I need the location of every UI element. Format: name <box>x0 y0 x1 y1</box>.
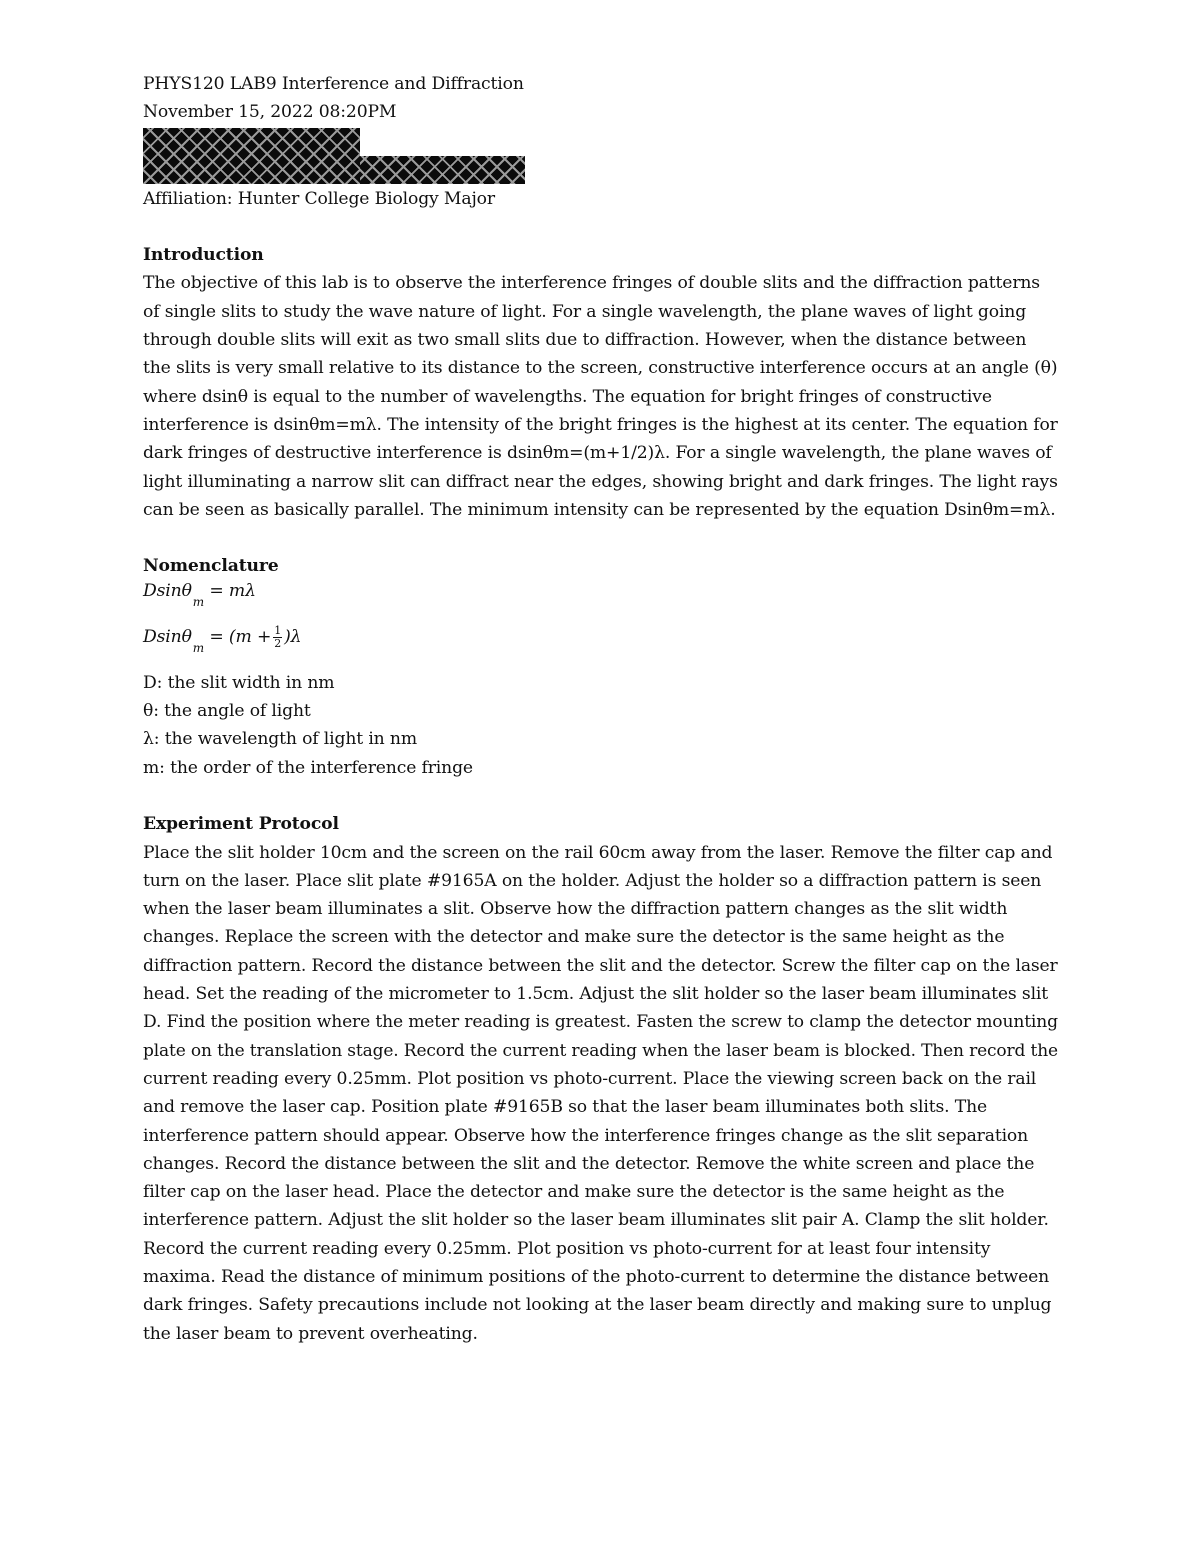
redaction-bar <box>143 128 360 184</box>
protocol-line: current reading every 0.25mm. Plot position vs photo-current. Place the viewing screen back on the rail <box>143 1068 1037 1089</box>
document-datetime: November 15, 2022 08:20PM <box>143 102 397 123</box>
equation-dark-fringes <box>143 625 1058 669</box>
introduction-paragraph <box>143 269 1058 524</box>
definition-theta: θ: the angle of light <box>143 701 311 722</box>
protocol-line: changes. Record the distance between the slit and the detector. Remove the white screen and place the <box>143 1153 1035 1174</box>
eq1-subscript: m <box>192 594 204 609</box>
protocol-line: interference pattern should appear. Observe how the interference fringes change as the slit separation <box>143 1125 1029 1146</box>
definition-m: m: the order of the interference fringe <box>143 757 473 778</box>
introduction-line: through double slits will exit as two small slits due to diffraction. However, when the distance between <box>143 330 1027 351</box>
eq1-equals: = <box>209 580 224 601</box>
eq2-close: )λ <box>284 626 302 647</box>
eq2-open: (m + <box>228 626 272 647</box>
protocol-line: head. Set the reading of the micrometer to 1.5cm. Adjust the slit holder so the laser beam illuminates slit <box>143 984 1049 1005</box>
eq1-lhs: Dsinθ <box>143 580 192 601</box>
protocol-line: and remove the laser cap. Position plate #9165B so that the laser beam illuminates both slits. The <box>143 1097 988 1118</box>
document-page <box>143 70 1058 1348</box>
document-title: PHYS120 LAB9 Interference and Diffraction <box>143 74 524 94</box>
protocol-line: turn on the laser. Place slit plate #9165A on the holder. Adjust the holder so a diffraction pattern is seen <box>143 870 1042 891</box>
definition-d: D: the slit width in nm <box>143 672 335 693</box>
introduction-line: interference is dsinθm=mλ. The intensity of the bright fringes is the highest at its center. The equation for <box>143 414 1058 435</box>
protocol-line: the laser beam to prevent overheating. <box>143 1323 478 1344</box>
definition-lambda: λ: the wavelength of light in nm <box>143 729 417 750</box>
redaction-bar <box>360 156 525 184</box>
protocol-line: plate on the translation stage. Record the current reading when the laser beam is blocked. Then record the <box>143 1040 1058 1061</box>
introduction-line: light illuminating a narrow slit can diffract near the edges, showing bright and dark fringes. The light rays <box>143 471 1058 492</box>
eq2-subscript: m <box>192 640 204 655</box>
protocol-line: maxima. Read the distance of minimum positions of the photo-current to determine the distance between <box>143 1266 1050 1287</box>
fraction-one-half <box>273 625 282 650</box>
introduction-line: dark fringes of destructive interference is dsinθm=(m+1/2)λ. For a single wavelength, the plane waves of <box>143 443 1052 464</box>
spacer <box>143 524 1058 552</box>
spacer <box>143 213 1058 241</box>
eq1-rhs: mλ <box>228 580 256 601</box>
introduction-line: where dsinθ is equal to the number of wavelengths. The equation for bright fringes of constructive <box>143 386 992 407</box>
protocol-line: D. Find the position where the meter reading is greatest. Fasten the screw to clamp the detector mounting <box>143 1012 1058 1033</box>
protocol-line: diffraction pattern. Record the distance between the slit and the detector. Screw the filter cap on the laser <box>143 955 1058 976</box>
protocol-line: filter cap on the laser head. Place the detector and make sure the detector is the same height as the <box>143 1182 1005 1203</box>
eq2-equals: = <box>209 626 224 647</box>
affiliation-line: Affiliation: Hunter College Biology Major <box>143 188 495 209</box>
redacted-name-block <box>143 128 1058 184</box>
protocol-heading: Experiment Protocol <box>143 814 339 835</box>
protocol-line: interference pattern. Adjust the slit holder so the laser beam illuminates slit pair A. Clamp the slit holder. <box>143 1210 1049 1231</box>
introduction-line: the slits is very small relative to its distance to the screen, constructive interference occurs at an angle (θ) <box>143 358 1058 379</box>
nomenclature-heading: Nomenclature <box>143 556 279 577</box>
eq2-lhs: Dsinθ <box>143 626 192 647</box>
protocol-line: Record the current reading every 0.25mm. Plot position vs photo-current for at least four intensity <box>143 1238 991 1259</box>
protocol-line: when the laser beam illuminates a slit. Observe how the diffraction pattern changes as the slit width <box>143 899 1008 920</box>
spacer <box>143 782 1058 810</box>
protocol-paragraph <box>143 839 1058 1348</box>
fraction-numerator: 1 <box>274 623 282 637</box>
protocol-line: Place the slit holder 10cm and the screen on the rail 60cm away from the laser. Remove the filter cap and <box>143 842 1053 863</box>
equation-minimum-intensity <box>143 581 1058 625</box>
introduction-line: can be seen as basically parallel. The minimum intensity can be represented by the equation Dsinθm=mλ. <box>143 499 1056 520</box>
fraction-denominator: 2 <box>274 636 282 650</box>
protocol-line: dark fringes. Safety precautions include not looking at the laser beam directly and making sure to unplug <box>143 1295 1052 1316</box>
protocol-line: changes. Replace the screen with the detector and make sure the detector is the same height as the <box>143 927 1005 948</box>
introduction-line: of single slits to study the wave nature of light. For a single wavelength, the plane waves of light going <box>143 301 1027 322</box>
introduction-heading: Introduction <box>143 245 264 266</box>
introduction-line: The objective of this lab is to observe the interference fringes of double slits and the diffraction patterns <box>143 273 1040 294</box>
